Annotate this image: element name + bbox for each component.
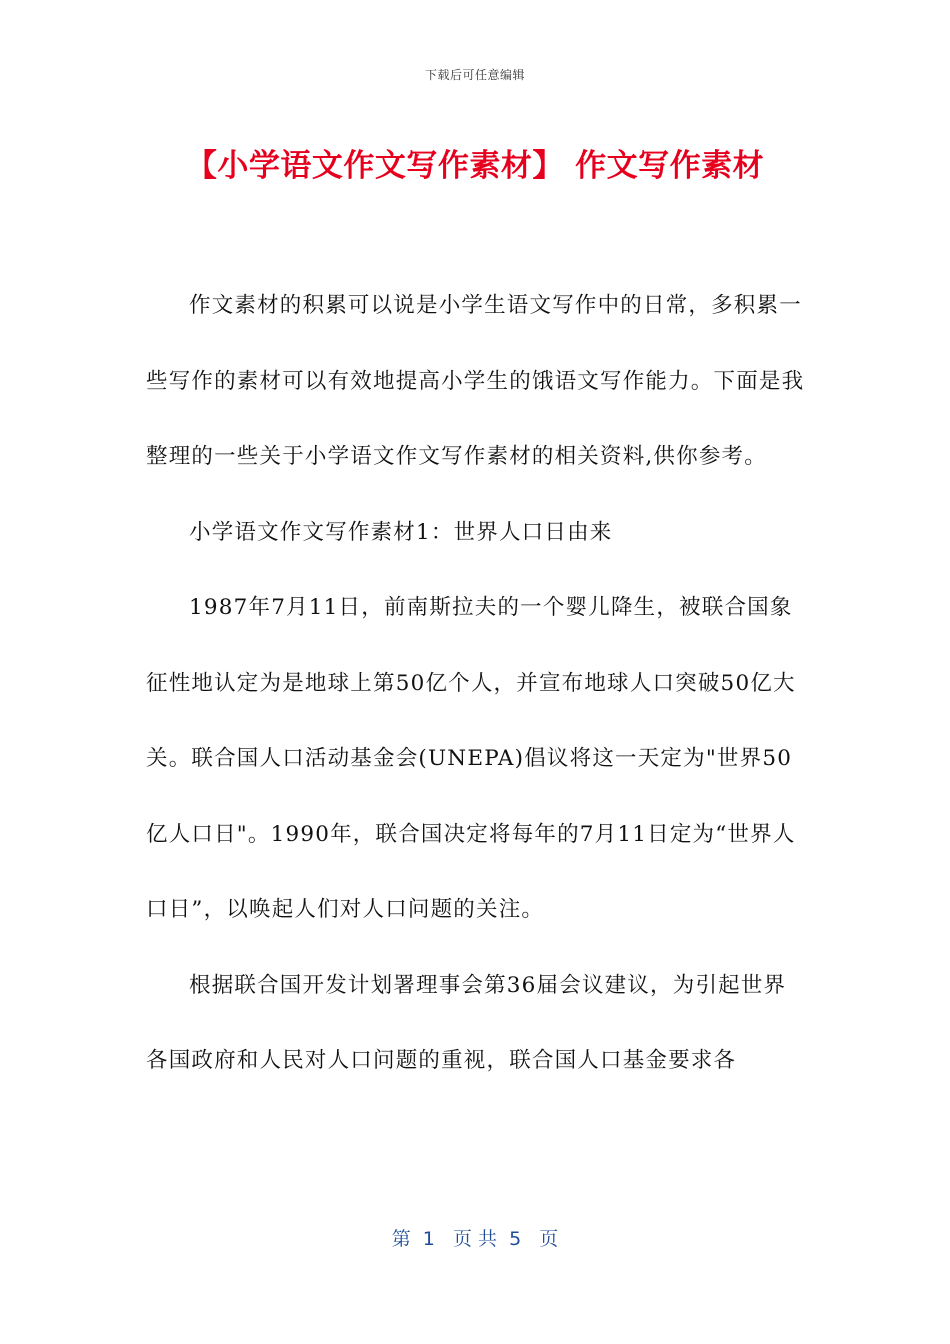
- paragraph-history: 1987年7月11日，前南斯拉夫的一个婴儿降生，被联合国象征性地认定为是地球上第50亿个人，并宣布地球人口突破50亿大关。联合国人口活动基金会(UNEPA)倡议将这一天定为"世界50亿人口日"。1990年，联合国决定将每年的7月11日定为“世界人口日”，以唤起人们对人口问题的关注。: [146, 595, 796, 922]
- paragraph-un-proposal: 根据联合国开发计划署理事会第36届会议建议，为引起世界各国政府和人民对人口问题的重视，联合国人口基金要求各: [146, 972, 787, 1073]
- document-body: [146, 268, 806, 1099]
- document-title: 【小学语文作文写作素材】 作文写作素材: [185, 148, 765, 184]
- header-note: 下载后可任意编辑: [424, 68, 525, 82]
- page-number-footer: 第 1 页 共 5 页: [391, 1228, 559, 1250]
- paragraph-section-heading: 小学语文作文写作素材1：世界人口日由来: [189, 519, 613, 545]
- paragraph-intro: 作文素材的积累可以说是小学生语文写作中的日常，多积累一些写作的素材可以有效地提高小学生的饿语文写作能力。下面是我整理的一些关于小学语文作文写作素材的相关资料,供你参考。: [146, 293, 805, 469]
